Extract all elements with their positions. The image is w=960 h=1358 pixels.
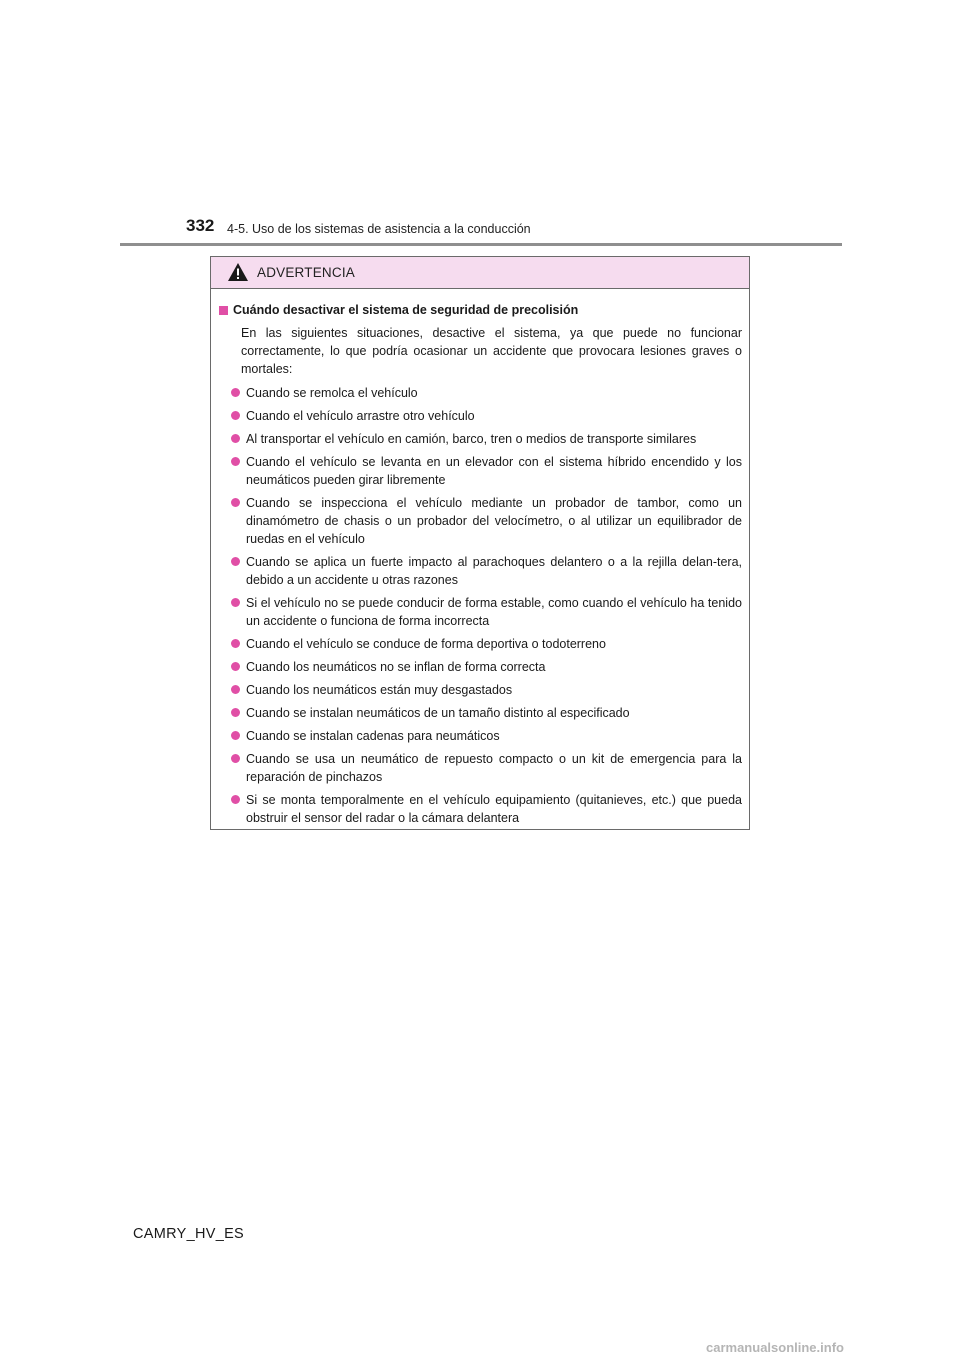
section-title: 4-5. Uso de los sistemas de asistencia a la conducción (227, 222, 531, 236)
bullet-dot-icon (231, 754, 240, 763)
warning-label: ADVERTENCIA (257, 265, 355, 280)
warning-triangle-icon (227, 262, 249, 282)
list-item (219, 704, 742, 722)
warning-header (211, 257, 749, 289)
bullet-dot-icon (231, 639, 240, 648)
list-item-text: Cuando se inspecciona el vehículo mediante un probador de tambor, como un dinamómetro de chasis o un probador del velocímetro, o al utilizar un equilibrador de ruedas en el vehículo (246, 496, 742, 546)
list-item (219, 594, 742, 630)
list-item (219, 494, 742, 548)
bullet-dot-icon (231, 708, 240, 717)
list-item-text: Si el vehículo no se puede conducir de forma estable, como cuando el vehículo ha tenido un accidente o funciona de forma incorrecta (246, 596, 742, 628)
list-item-text: Cuando el vehículo arrastre otro vehículo (246, 409, 475, 423)
warning-subheading (219, 301, 742, 319)
list-item (219, 658, 742, 676)
list-item (219, 453, 742, 489)
bullet-dot-icon (231, 388, 240, 397)
list-item-text: Cuando el vehículo se levanta en un elevador con el sistema híbrido encendido y los neumáticos pueden girar libremente (246, 455, 742, 487)
list-item (219, 384, 742, 402)
page-number: 332 (186, 216, 215, 235)
list-item-text: Cuando se aplica un fuerte impacto al parachoques delantero o a la rejilla delan-tera, debido a un accidente u otras razones (246, 555, 742, 587)
bullet-dot-icon (231, 434, 240, 443)
list-item (219, 750, 742, 786)
bullet-dot-icon (231, 685, 240, 694)
warning-body (211, 289, 749, 827)
square-bullet-icon (219, 306, 228, 315)
bullet-dot-icon (231, 795, 240, 804)
list-item-text: Cuando se instalan neumáticos de un tamaño distinto al especificado (246, 706, 630, 720)
list-item (219, 407, 742, 425)
list-item (219, 791, 742, 827)
warning-box (210, 256, 750, 830)
list-item-text: Cuando los neumáticos no se inflan de forma correcta (246, 660, 546, 674)
warning-list (219, 384, 742, 827)
list-item-text: Si se monta temporalmente en el vehículo equipamiento (quitanieves, etc.) que pueda obstruir el sensor del radar o la cámara delantera (246, 793, 742, 825)
bullet-dot-icon (231, 598, 240, 607)
list-item (219, 430, 742, 448)
watermark-text: carmanualsonline.info (706, 1340, 844, 1355)
list-item (219, 727, 742, 745)
warning-heading-text: Cuándo desactivar el sistema de seguridad de precolisión (233, 303, 579, 317)
warning-intro: En las siguientes situaciones, desactive el sistema, ya que puede no funcionar correctamente, lo que podría ocasionar un accidente que provocara lesiones graves o mortales: (241, 326, 742, 376)
list-item-text: Cuando se remolca el vehículo (246, 386, 418, 400)
list-item-text: Cuando el vehículo se conduce de forma deportiva o todoterreno (246, 637, 606, 651)
list-item-text: Cuando se usa un neumático de repuesto compacto o un kit de emergencia para la reparación de pinchazos (246, 752, 742, 784)
list-item-text: Cuando los neumáticos están muy desgastados (246, 683, 513, 697)
list-item (219, 681, 742, 699)
header-rule (120, 243, 842, 246)
document-code: CAMRY_HV_ES (133, 1226, 245, 1242)
bullet-dot-icon (231, 457, 240, 466)
bullet-dot-icon (231, 557, 240, 566)
bullet-dot-icon (231, 498, 240, 507)
bullet-dot-icon (231, 411, 240, 420)
bullet-dot-icon (231, 662, 240, 671)
bullet-dot-icon (231, 731, 240, 740)
list-item-text: Cuando se instalan cadenas para neumáticos (246, 729, 500, 743)
list-item (219, 635, 742, 653)
list-item (219, 553, 742, 589)
list-item-text: Al transportar el vehículo en camión, barco, tren o medios de transporte similares (246, 432, 697, 446)
